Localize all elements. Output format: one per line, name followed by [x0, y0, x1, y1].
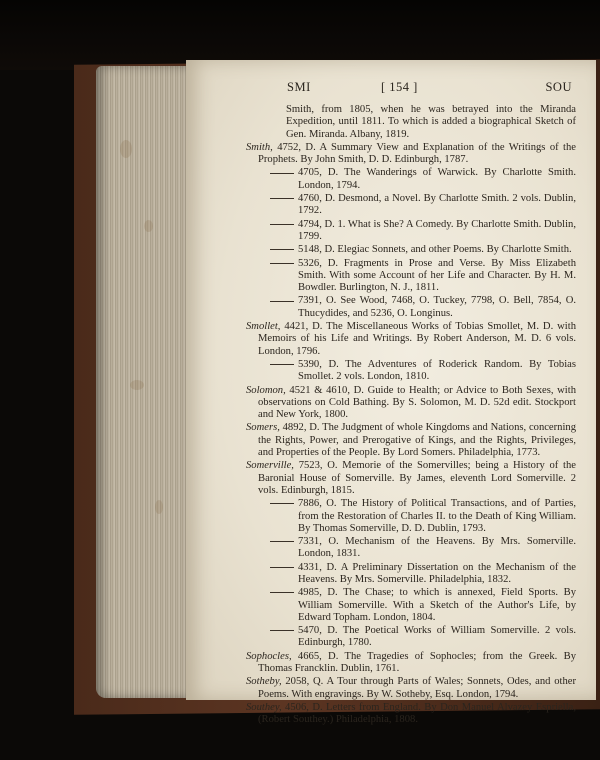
ditto-dash	[270, 249, 294, 250]
catalog-entry	[246, 167, 576, 192]
ditto-dash	[270, 198, 294, 199]
entry-text: 7391, O. See Wood, 7468, O. Tuckey, 7798, O. Bell, 7854, O. Thucydides, and 5236, O. Longinus.	[298, 295, 576, 319]
author-name: Sotheby,	[246, 676, 282, 688]
author-name: Smollet,	[246, 321, 281, 333]
catalog-entry	[246, 587, 576, 624]
catalog-entry	[246, 295, 576, 320]
ditto-dash	[270, 630, 294, 631]
entry-text: 4985, D. The Chase; to which is annexed, Field Sports. By William Somerville. With a Sketch of the Author's Life, by Edward Topham. London, 1804.	[298, 587, 576, 623]
ditto-dash	[270, 301, 294, 302]
entry-text: 5326, D. Fragments in Prose and Verse. By Miss Elizabeth Smith. With some Account of her Life and Character. By H. M. Bowdler. Burlington, N. J., 1811.	[298, 257, 576, 294]
ditto-dash	[270, 592, 294, 593]
catalog-entry	[246, 460, 576, 497]
ditto-dash	[270, 503, 294, 504]
catalog-entry	[246, 142, 576, 167]
entry-text: 4665, D. The Tragedies of Sophocles; from the Greek. By Thomas Francklin. Dublin, 1761.	[258, 650, 576, 675]
ditto-dash	[270, 263, 294, 264]
ditto-dash	[270, 173, 294, 174]
ditto-dash	[270, 224, 294, 225]
entry-text: 5390, D. The Adventures of Roderick Random. By Tobias Smollet. 2 vols. London, 1810.	[298, 358, 576, 383]
author-name: Sophocles,	[246, 650, 292, 662]
ditto-dash	[270, 364, 294, 365]
catalog-entry	[246, 702, 576, 727]
ditto-dash	[270, 541, 294, 542]
entry-text: 7886, O. The History of Political Transactions, and of Parties, from the Restoration of Charles II. to the Death of King William. By Thomas Somerville, D. D. Dublin, 1793.	[298, 498, 576, 534]
entry-text: 4421, D. The Miscellaneous Works of Tobias Smollet, M. D. with Memoirs of his Life and Writings. By Robert Anderson, M. D. 6 vols. London, 1796.	[258, 321, 576, 357]
running-header	[287, 80, 572, 100]
catalog-entry	[246, 625, 576, 650]
catalog-entry	[246, 498, 576, 535]
entry-text: 4752, D. A Summary View and Explanation of the Writings of the Prophets. By John Smith, D. D. Edinburgh, 1787.	[258, 141, 576, 166]
catalog-entry	[246, 422, 576, 459]
catalog-entry	[246, 651, 576, 676]
entry-text: Smith, from 1805, when he was betrayed into the Miranda Expedition, until 1811. To which is added a biographical Sketch of Gen. Miranda. Albany, 1819.	[286, 104, 576, 140]
catalog-entry	[246, 104, 576, 141]
entry-text: 4331, D. A Preliminary Dissertation on the Mechanism of the Heavens. By Mrs. Somerville. Philadelphia, 1832.	[298, 561, 576, 585]
edge-stains	[100, 80, 180, 680]
entry-text: 4521 & 4610, D. Guide to Health; or Advice to Both Sexes, with observations on Cold Bathing. By S. Solomon, M. D. 52d edit. Stockport and New York, 1800.	[258, 384, 576, 421]
entry-text: 5470, D. The Poetical Works of William Somerville. 2 vols. Edinburgh, 1780.	[298, 625, 576, 649]
entry-text: 7331, O. Mechanism of the Heavens. By Mrs. Somerville. London, 1831.	[298, 536, 576, 560]
entry-text: 4760, D. Desmond, a Novel. By Charlotte Smith. 2 vols. Dublin, 1792.	[298, 193, 576, 217]
ditto-dash	[270, 567, 294, 568]
catalog-entry	[246, 193, 576, 218]
catalog-entry	[246, 258, 576, 295]
catalog-entry	[246, 244, 576, 256]
catalog-entry	[246, 536, 576, 561]
header-right: SOU	[545, 80, 572, 94]
catalog-entry	[246, 219, 576, 244]
entry-text: 4705, D. The Wanderings of Warwick. By Charlotte Smith. London, 1794.	[298, 167, 576, 191]
author-name: Southey,	[246, 701, 282, 713]
author-name: Solomon,	[246, 384, 286, 396]
catalog-entry	[246, 385, 576, 422]
catalog-entry	[246, 562, 576, 587]
author-name: Smith,	[246, 141, 273, 153]
catalog-entry	[246, 359, 576, 384]
entry-text: 4506, D. Letters from England. By Don Manuel Alvazey Espriella, (Robert Southey.) Philadelphia, 1808.	[258, 701, 576, 726]
entry-text: 4892, D. The Judgment of whole Kingdoms and Nations, concerning the Rights, Power, and Prerogative of Kings, and the Rights, Privileges, and Properties of the People. By Lord Somers. Philadelphia, 1773.	[258, 422, 577, 459]
catalog-entry	[246, 676, 576, 701]
catalog-entry	[246, 321, 576, 358]
catalog-entries	[246, 104, 576, 728]
page-number: [ 154 ]	[381, 80, 418, 94]
entry-text: 7523, O. Memorie of the Somervilles; being a History of the Baronial House of Somerville. By James, eleventh Lord Somerville. 2 vols. Edinburgh, 1815.	[258, 460, 576, 496]
entry-text: 4794, D. 1. What is She? A Comedy. By Charlotte Smith. Dublin, 1799.	[298, 218, 576, 242]
author-name: Somers,	[246, 422, 280, 434]
header-left: SMI	[287, 80, 311, 94]
entry-text: 5148, D. Elegiac Sonnets, and other Poems. By Charlotte Smith.	[298, 244, 572, 256]
entry-text: 2058, Q. A Tour through Parts of Wales; Sonnets, Odes, and other Poems. With engravings. By W. Sotheby, Esq. London, 1794.	[258, 676, 576, 700]
author-name: Somerville,	[246, 460, 294, 472]
